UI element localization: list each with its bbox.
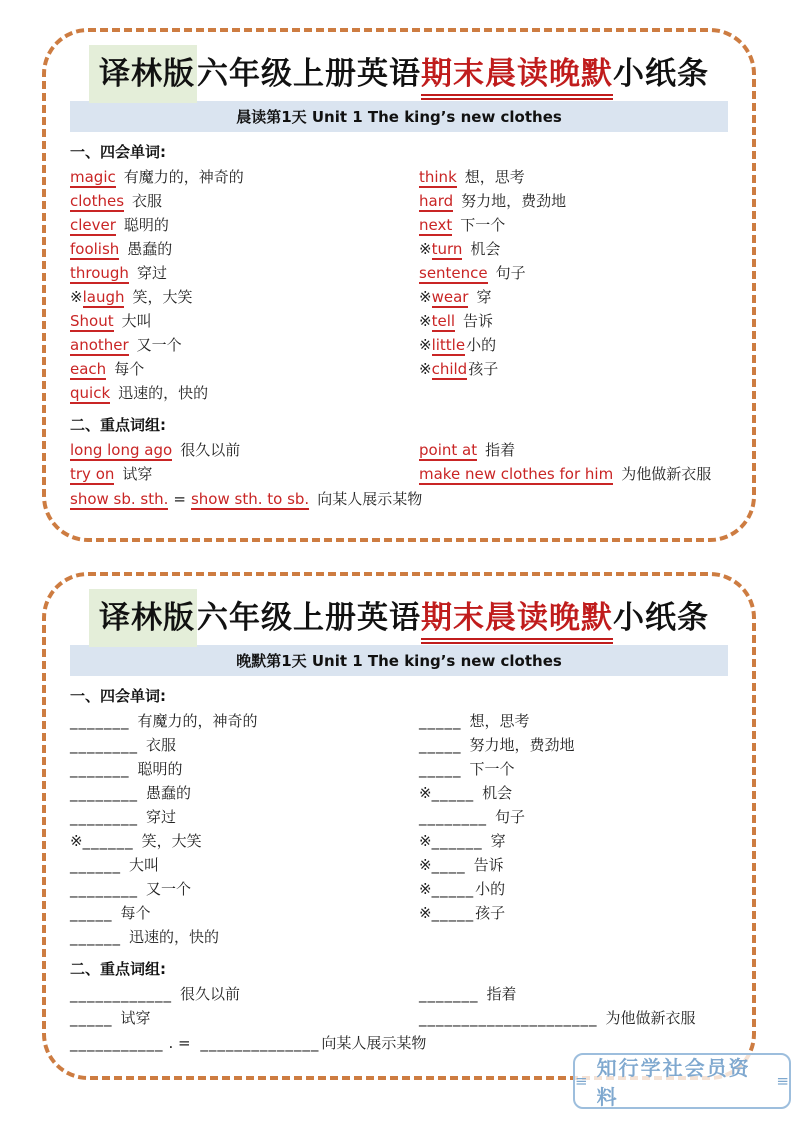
blank-row [70, 709, 419, 733]
blank-row [419, 733, 728, 757]
decor-lines-icon: ≡ [575, 1072, 588, 1090]
answer-blank: ______ [431, 832, 483, 850]
star-mark: ※ [419, 360, 432, 378]
word-meaning: 小的 [475, 880, 506, 898]
title-black2: 小纸条 [613, 600, 709, 636]
word-meaning: 又一个 [146, 880, 192, 898]
word-row [419, 333, 728, 357]
star-mark: ※ [419, 240, 432, 258]
answer-blank: ________ [70, 808, 138, 826]
answer-blank: ________ [70, 880, 138, 898]
word-meaning: 笑，大笑 [141, 832, 202, 850]
word-row [419, 309, 728, 333]
blank-row [70, 805, 419, 829]
equals-sign: . = [168, 1034, 196, 1052]
word-meaning: 迅速的，快的 [129, 928, 220, 946]
word-english: foolish [70, 240, 120, 258]
word-english: sentence [419, 264, 488, 282]
word-meaning: 聪明的 [137, 760, 183, 778]
word-english: turn [431, 240, 463, 258]
word-meaning: 穿过 [146, 808, 177, 826]
word-row [70, 213, 419, 237]
blank-row [70, 733, 419, 757]
words-column-right [419, 709, 728, 949]
title-black2: 小纸条 [613, 56, 709, 92]
phrase-row [70, 438, 419, 462]
blank-row [419, 757, 728, 781]
star-mark: ※ [419, 856, 432, 874]
title-highlight: 译林版 [89, 45, 197, 103]
phrase-english: long long ago [70, 441, 173, 459]
phrase-row [70, 462, 419, 486]
blank-row [70, 781, 419, 805]
word-row [70, 381, 419, 405]
phrase-blank-row [70, 1006, 419, 1030]
answer-blank: _____ [431, 784, 475, 802]
word-meaning: 愚蠢的 [127, 240, 173, 258]
word-row [70, 165, 419, 189]
phrase-meaning: 试穿 [120, 1009, 151, 1027]
word-meaning: 机会 [482, 784, 513, 802]
phrases-column-right [419, 982, 728, 1030]
word-row [70, 261, 419, 285]
word-meaning: 聪明的 [123, 216, 169, 234]
word-meaning: 下一个 [460, 216, 506, 234]
words-column-left [70, 165, 419, 405]
title-red-underlined: 期末晨读晚默 [421, 56, 613, 100]
word-row [70, 357, 419, 381]
star-mark: ※ [419, 288, 432, 306]
blank-row [70, 757, 419, 781]
word-row [419, 261, 728, 285]
title-black1: 六年级上册英语 [197, 600, 421, 636]
word-meaning: 大叫 [129, 856, 160, 874]
word-meaning: 迅速的，快的 [118, 384, 209, 402]
word-row [419, 357, 728, 381]
answer-blank: ______________ [200, 1034, 320, 1052]
word-english: clever [70, 216, 116, 234]
phrases-heading: 二、重点词组: [70, 960, 166, 978]
word-row [70, 285, 419, 309]
title-highlight: 译林版 [89, 589, 197, 647]
answer-blank: _____ [431, 904, 475, 922]
word-meaning: 穿过 [136, 264, 167, 282]
word-meaning: 句子 [495, 264, 526, 282]
equals-sign: = [173, 490, 186, 508]
phrase-row-full [70, 487, 728, 511]
word-english: next [419, 216, 453, 234]
word-meaning: 小的 [466, 336, 497, 354]
word-english: another [70, 336, 129, 354]
answer-blank: ______ [70, 856, 121, 874]
phrase-meaning: 指着 [485, 441, 516, 459]
word-meaning: 每个 [120, 904, 151, 922]
blank-row [419, 709, 728, 733]
star-mark: ※ [419, 904, 432, 922]
word-meaning: 告诉 [473, 856, 504, 874]
phrase-english: show sb. sth. [70, 490, 169, 508]
word-meaning: 想，思考 [469, 712, 530, 730]
answer-blank: _____ [419, 760, 462, 778]
word-row [419, 237, 728, 261]
answer-blank: ____________ [70, 985, 172, 1003]
answer-blank: _____ [419, 736, 462, 754]
answer-blank: _______ [70, 760, 130, 778]
phrases-heading: 二、重点词组: [70, 416, 166, 434]
word-meaning: 告诉 [463, 312, 494, 330]
word-meaning: 努力地，费劲地 [461, 192, 567, 210]
word-english: child [431, 360, 468, 378]
morning-reading-card [42, 28, 756, 542]
word-meaning: 句子 [495, 808, 526, 826]
title-black1: 六年级上册英语 [197, 56, 421, 92]
section-header-evening: 晚默第1天 Unit 1 The king’s new clothes [70, 645, 728, 676]
decor-lines-icon: ≡ [776, 1072, 789, 1090]
star-mark: ※ [419, 336, 432, 354]
word-row [70, 189, 419, 213]
blank-row [419, 901, 728, 925]
word-english: hard [419, 192, 454, 210]
watermark-label: 知行学社会员资料 [596, 1056, 751, 1109]
blank-row [70, 853, 419, 877]
answer-blank: ________ [419, 808, 487, 826]
word-meaning: 穿 [490, 832, 506, 850]
words-columns [70, 165, 728, 405]
phrases-column-left [70, 982, 419, 1030]
word-meaning: 孩子 [468, 360, 499, 378]
words-column-left [70, 709, 419, 949]
words-column-right [419, 165, 728, 405]
star-mark: ※ [70, 832, 83, 850]
word-meaning: 机会 [470, 240, 501, 258]
word-meaning: 有魔力的，神奇的 [123, 168, 244, 186]
phrase-meaning: 很久以前 [180, 441, 241, 459]
blank-row [70, 829, 419, 853]
word-meaning: 穿 [476, 288, 492, 306]
phrase-blank-row [419, 982, 728, 1006]
answer-blank: ________ [70, 736, 138, 754]
blank-row [419, 805, 728, 829]
word-english: little [431, 336, 466, 354]
words-heading: 一、四会单词: [70, 687, 166, 705]
word-english: tell [431, 312, 456, 330]
blank-row [419, 781, 728, 805]
word-row [70, 309, 419, 333]
word-english: magic [70, 168, 116, 186]
answer-blank: _____ [70, 904, 113, 922]
answer-blank: _____ [419, 712, 462, 730]
blank-row [419, 853, 728, 877]
word-row [70, 237, 419, 261]
section-header-morning: 晨读第1天 Unit 1 The king’s new clothes [70, 101, 728, 132]
phrase-meaning: 试穿 [122, 465, 153, 483]
answer-blank: _______ [70, 712, 130, 730]
answer-blank: ____ [431, 856, 466, 874]
words-columns [70, 709, 728, 949]
word-english: each [70, 360, 107, 378]
word-meaning: 衣服 [146, 736, 177, 754]
phrase-english: make new clothes for him [419, 465, 614, 483]
word-english: laugh [82, 288, 125, 306]
word-english: think [419, 168, 457, 186]
word-row [419, 165, 728, 189]
phrase-meaning: 很久以前 [180, 985, 241, 1003]
star-mark: ※ [419, 784, 432, 802]
phrases-column-right [419, 438, 728, 486]
word-meaning: 衣服 [132, 192, 163, 210]
phrases-columns [70, 438, 728, 486]
words-heading: 一、四会单词: [70, 143, 166, 161]
word-meaning: 下一个 [469, 760, 515, 778]
phrase-row [419, 462, 728, 486]
evening-dictation-card [42, 572, 756, 1080]
word-english: quick [70, 384, 111, 402]
word-english: Shout [70, 312, 114, 330]
blank-row [70, 877, 419, 901]
word-row [419, 189, 728, 213]
word-meaning: 大叫 [121, 312, 152, 330]
star-mark: ※ [70, 288, 83, 306]
word-meaning: 努力地，费劲地 [469, 736, 575, 754]
blank-row [419, 877, 728, 901]
answer-blank: _____________________ [419, 1009, 598, 1027]
answer-blank: ________ [70, 784, 138, 802]
word-row [419, 213, 728, 237]
star-mark: ※ [419, 312, 432, 330]
phrase-meaning: 为他做新衣服 [605, 1009, 696, 1027]
page-title [70, 48, 728, 93]
blank-row [70, 925, 419, 949]
answer-blank: ______ [70, 928, 121, 946]
blank-row [419, 829, 728, 853]
word-row [70, 333, 419, 357]
phrase-meaning: 向某人展示某物 [317, 490, 423, 508]
phrase-meaning: 向某人展示某物 [321, 1034, 427, 1052]
answer-blank: ___________ [70, 1034, 164, 1052]
word-english: wear [431, 288, 469, 306]
phrase-english: point at [419, 441, 478, 459]
answer-blank: _______ [419, 985, 479, 1003]
watermark-badge [573, 1053, 791, 1109]
answer-blank: _____ [70, 1009, 113, 1027]
phrase-blank-row [70, 982, 419, 1006]
word-meaning: 每个 [114, 360, 145, 378]
phrase-english: show sth. to sb. [190, 490, 310, 508]
word-row [419, 285, 728, 309]
phrase-meaning: 为他做新衣服 [621, 465, 712, 483]
blank-row [70, 901, 419, 925]
word-meaning: 笑，大笑 [132, 288, 193, 306]
phrase-english: try on [70, 465, 115, 483]
phrase-row [419, 438, 728, 462]
phrases-column-left [70, 438, 419, 486]
word-meaning: 孩子 [475, 904, 506, 922]
word-meaning: 想，思考 [464, 168, 525, 186]
title-red-underlined: 期末晨读晚默 [421, 600, 613, 644]
word-english: clothes [70, 192, 125, 210]
star-mark: ※ [419, 832, 432, 850]
word-meaning: 又一个 [136, 336, 182, 354]
word-meaning: 愚蠢的 [146, 784, 192, 802]
answer-blank: ______ [82, 832, 134, 850]
answer-blank: _____ [431, 880, 475, 898]
word-meaning: 有魔力的，神奇的 [137, 712, 258, 730]
phrase-meaning: 指着 [486, 985, 517, 1003]
phrase-blank-row [419, 1006, 728, 1030]
word-english: through [70, 264, 129, 282]
star-mark: ※ [419, 880, 432, 898]
phrases-columns [70, 982, 728, 1030]
page-title [70, 592, 728, 637]
